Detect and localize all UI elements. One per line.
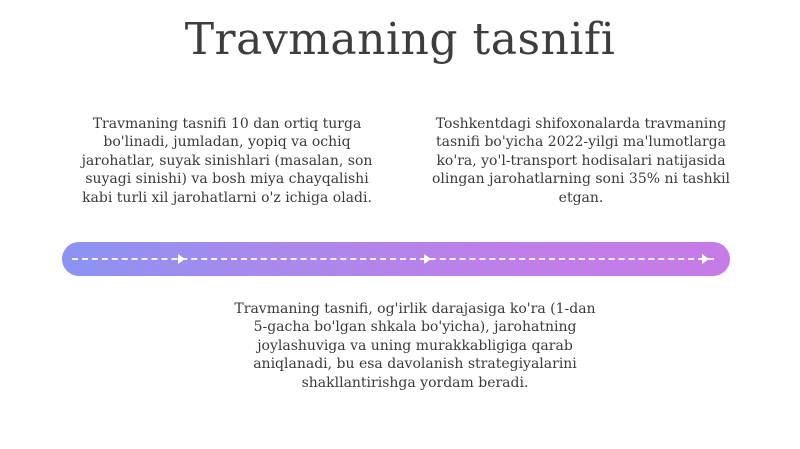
slide-title: Travmaning tasnifi — [184, 14, 616, 65]
timeline-dashed-track — [72, 258, 714, 260]
arrow-right-icon — [178, 254, 185, 264]
paragraph-bottom: Travmaning tasnifi, og'irlik darajasiga ko'ra (1-dan 5-gacha bo'lgan shkala bo'yicha), jarohatning joylashuviga va uning murakkabligiga qarab aniqlanadi, bu esa davolanish strategiyalarini shakllantirishga yordam beradi. — [234, 301, 596, 391]
arrow-right-icon — [424, 254, 431, 264]
paragraph-right: Toshkentdagi shifoxonalarda travmaning tasnifi bo'yicha 2022-yilgi ma'lumotlarga ko'ra, yo'l-transport hodisalari natijasida olingan jarohatlarning soni 35% ni tashkil etgan. — [431, 116, 731, 206]
paragraph-left: Travmaning tasnifi 10 dan ortiq turga bo'linadi, jumladan, yopiq va ochiq jarohatlar, suyak sinishlari (masalan, son suyagi sinishi) va bosh miya chayqalishi kabi turli xil jarohatlarni o'z ichiga oladi. — [81, 116, 373, 206]
timeline-bar — [62, 242, 730, 276]
arrow-right-icon — [702, 254, 709, 264]
